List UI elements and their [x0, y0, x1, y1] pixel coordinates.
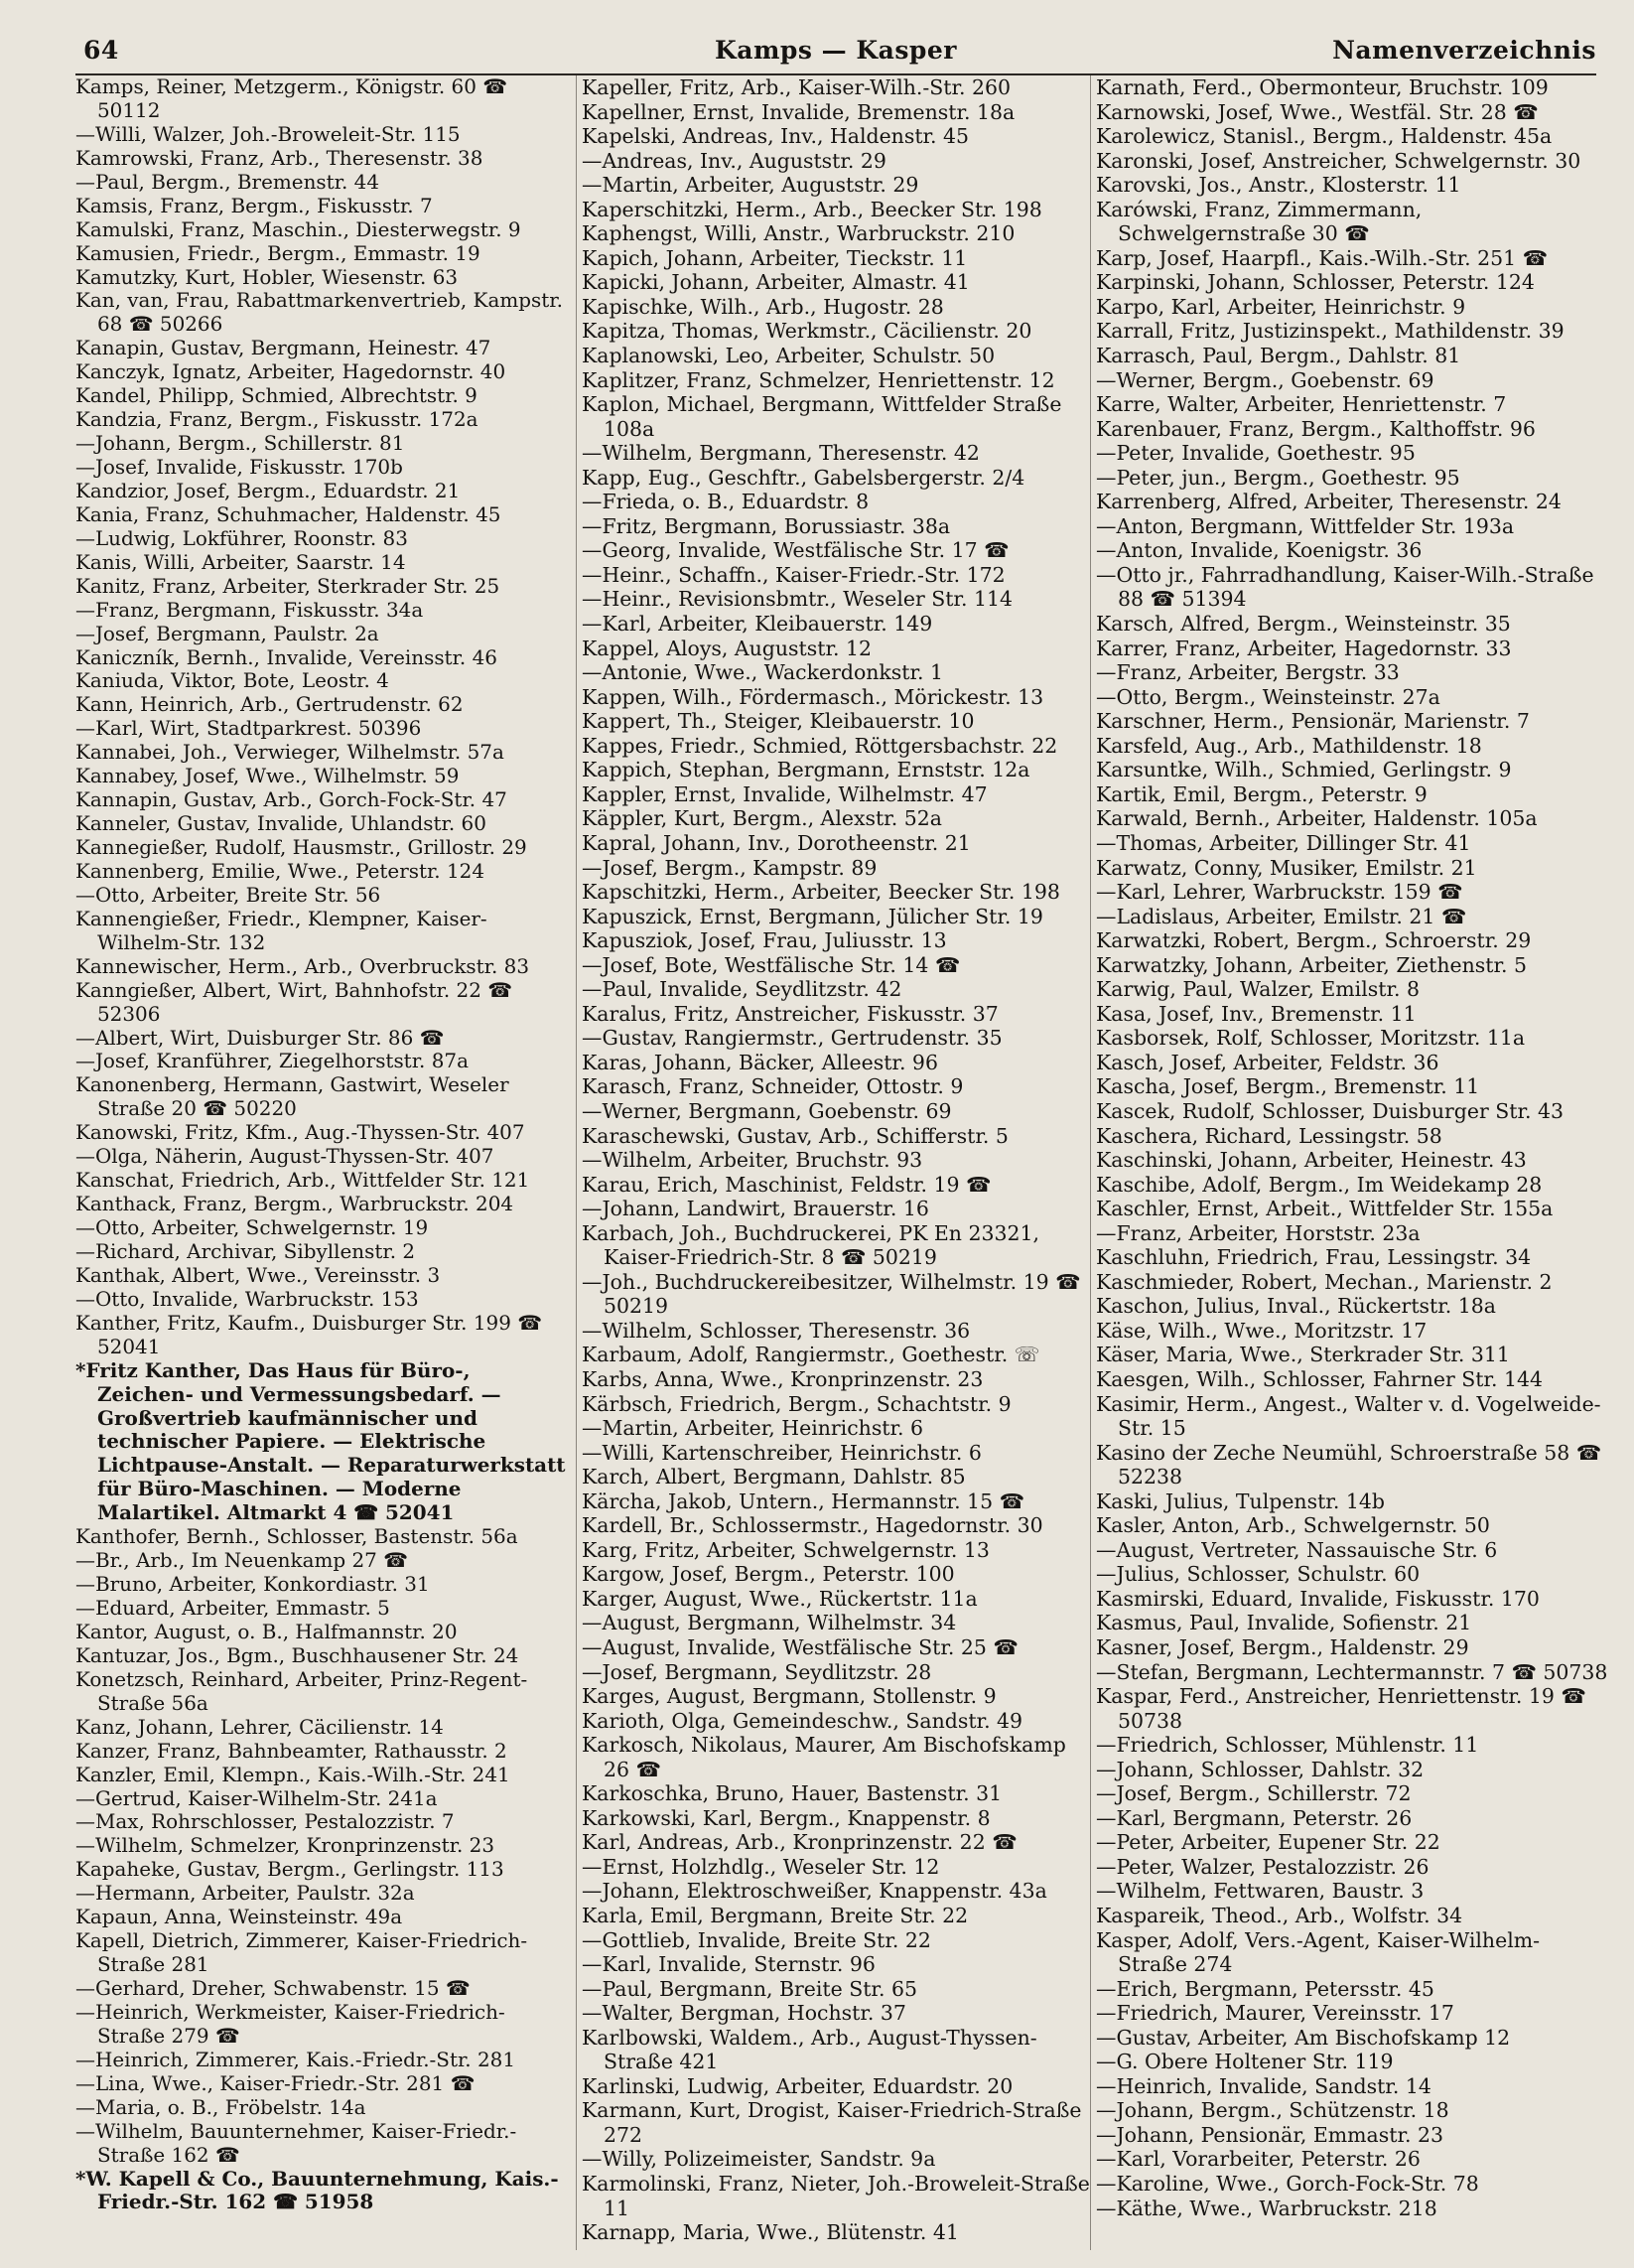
name-range: Kamps — Kasper [715, 36, 957, 65]
directory-entry: Kasler, Anton, Arb., Schwelgernstr. 50 [1096, 1513, 1490, 1538]
directory-entry: Kasner, Josef, Bergm., Haldenstr. 29 [1096, 1635, 1469, 1659]
directory-entry: —Karl, Arbeiter, Kleibauerstr. 149 [582, 612, 933, 637]
directory-entry: —Josef, Bergm., Schillerstr. 72 [1096, 1781, 1412, 1806]
directory-entry: Karbs, Anna, Wwe., Kronprinzenstr. 23 [582, 1366, 984, 1391]
directory-entry: —Otto, Bergm., Weinsteinstr. 27a [1096, 684, 1440, 709]
directory-entry: Kanngießer, Albert, Wirt, Bahnhofstr. 22 ☎ 52306 [75, 977, 513, 1026]
directory-entry: —August, Bergmann, Wilhelmstr. 34 [582, 1611, 957, 1635]
directory-entry: —Werner, Bergmann, Goebenstr. 69 [582, 1098, 952, 1123]
directory-entry: —Johann, Bergm., Schützenstr. 18 [1096, 2098, 1449, 2123]
directory-entry: —Gerhard, Dreher, Schwabenstr. 15 ☎ [75, 1976, 471, 2000]
section-title: Namenverzeichnis [1332, 36, 1596, 65]
directory-entry: Kapicki, Johann, Arbeiter, Almastr. 41 [582, 270, 970, 295]
directory-entry: Kasborsek, Rolf, Schlosser, Moritzstr. 11a [1096, 1026, 1526, 1051]
directory-entry: Kaschler, Ernst, Arbeit., Wittfelder Str. 155a [1096, 1197, 1554, 1221]
directory-entry: Kaniuda, Viktor, Bote, Leostr. 4 [75, 668, 389, 693]
directory-entry: Karalus, Fritz, Anstreicher, Fiskusstr. 37 [582, 1001, 999, 1026]
directory-entry: Kaschera, Richard, Lessingstr. 58 [1096, 1123, 1442, 1148]
directory-entry: Karkosch, Nikolaus, Maurer, Am Bischofskamp 26 ☎ [582, 1733, 1066, 1781]
directory-entry: Karre, Walter, Arbeiter, Henriettenstr. 7 [1096, 392, 1507, 417]
directory-entry: —Gertrud, Kaiser-Wilhelm-Str. 241a [75, 1785, 438, 1810]
directory-entry: Karp, Josef, Haarpfl., Kais.-Wilh.-Str. 251 ☎ [1096, 245, 1549, 270]
directory-entry: Karbaum, Adolf, Rangiermstr., Goethestr. ☏ [582, 1343, 1040, 1367]
directory-entry: Kannegießer, Rudolf, Hausmstr., Grillostr. 29 [75, 835, 527, 859]
directory-entry: —Gustav, Arbeiter, Am Bischofskamp 12 [1096, 2025, 1511, 2050]
directory-entry: Kappler, Ernst, Invalide, Wilhelmstr. 47 [582, 781, 988, 806]
directory-entry: —Anton, Invalide, Koenigstr. 36 [1096, 538, 1423, 563]
directory-entry: Kanneler, Gustav, Invalide, Uhlandstr. 60 [75, 811, 486, 836]
directory-entry: Karkoschka, Bruno, Hauer, Bastenstr. 31 [582, 1781, 1003, 1806]
directory-entry: Karwatz, Conny, Musiker, Emilstr. 21 [1096, 855, 1477, 880]
directory-entry: —Fritz, Bergmann, Borussiastr. 38a [582, 513, 951, 538]
directory-entry: —Georg, Invalide, Westfälische Str. 17 ☎ [582, 538, 1010, 563]
directory-entry: Kaschmieder, Robert, Mechan., Marienstr. 2 [1096, 1269, 1553, 1294]
directory-entry: Karpinski, Johann, Schlosser, Peterstr. 124 [1096, 270, 1535, 295]
directory-entry: —Wilhelm, Fettwaren, Baustr. 3 [1096, 1879, 1425, 1904]
directory-entry: Karch, Albert, Bergmann, Dahlstr. 85 [582, 1465, 966, 1489]
directory-entry: Kanz, Johann, Lehrer, Cäcilienstr. 14 [75, 1714, 444, 1739]
directory-entry: —Johann, Bergm., Schillerstr. 81 [75, 431, 405, 456]
directory-entry: —Wilhelm, Schlosser, Theresenstr. 36 [582, 1318, 971, 1343]
directory-entry: Kamrowski, Franz, Arb., Theresenstr. 38 [75, 145, 483, 170]
directory-entry: Karwig, Paul, Walzer, Emilstr. 8 [1096, 977, 1420, 1002]
directory-entry: Kappel, Aloys, Auguststr. 12 [582, 636, 872, 660]
directory-entry: —Willi, Walzer, Joh.-Broweleit-Str. 115 [75, 121, 461, 146]
directory-entry: Karlbowski, Waldem., Arb., August-Thyssen-Straße 421 [582, 2025, 1037, 2074]
directory-entry: —Joh., Buchdruckereibesitzer, Wilhelmstr. 19 ☎ 50219 [582, 1269, 1081, 1319]
directory-entry: —Max, Rohrschlosser, Pestalozzistr. 7 [75, 1809, 455, 1834]
column-3 [1096, 75, 1608, 2250]
column-divider [576, 75, 577, 2250]
directory-entry: —Heinr., Revisionsbmtr., Weseler Str. 114 [582, 587, 1013, 612]
directory-entry: Kannenberg, Emilie, Wwe., Peterstr. 124 [75, 858, 485, 883]
directory-entry: Kapischke, Wilh., Arb., Hugostr. 28 [582, 294, 944, 319]
directory-entry: —Albert, Wirt, Duisburger Str. 86 ☎ [75, 1025, 445, 1050]
directory-entry: Karpo, Karl, Arbeiter, Heinrichstr. 9 [1096, 294, 1466, 319]
directory-entry: Kaspareik, Theod., Arb., Wolfstr. 34 [1096, 1904, 1463, 1928]
directory-entry: Karsuntke, Wilh., Schmied, Gerlingstr. 9 [1096, 758, 1512, 782]
directory-entry: Karrer, Franz, Arbeiter, Hagedornstr. 33 [1096, 636, 1512, 660]
directory-entry: —Josef, Bergmann, Seydlitzstr. 28 [582, 1659, 932, 1684]
directory-entry: Kascek, Rudolf, Schlosser, Duisburger Str. 43 [1096, 1098, 1564, 1123]
directory-entry: Karnapp, Maria, Wwe., Blütenstr. 41 [582, 2220, 959, 2245]
directory-entry: Karrall, Fritz, Justizinspekt., Mathildenstr. 39 [1096, 319, 1565, 344]
directory-entry: Karaschewski, Gustav, Arb., Schifferstr. 5 [582, 1123, 1009, 1148]
directory-entry: —Johann, Landwirt, Brauerstr. 16 [582, 1197, 929, 1221]
directory-entry: Kaschluhn, Friedrich, Frau, Lessingstr. 34 [1096, 1245, 1532, 1270]
directory-entry: —Peter, Walzer, Pestalozzistr. 26 [1096, 1854, 1430, 1879]
directory-entry: Karasch, Franz, Schneider, Ottostr. 9 [582, 1074, 964, 1099]
directory-entry: Karger, August, Wwe., Rückertstr. 11a [582, 1586, 978, 1611]
directory-entry: —Heinr., Schaffn., Kaiser-Friedr.-Str. 172 [582, 562, 1006, 587]
directory-entry: —August, Invalide, Westfälische Str. 25 ☎ [582, 1635, 1019, 1659]
directory-entry: Kapeller, Fritz, Arb., Kaiser-Wilh.-Str. 260 [582, 75, 1012, 99]
directory-entry: Kasmus, Paul, Invalide, Sofienstr. 21 [1096, 1611, 1472, 1635]
directory-entry: —Franz, Arbeiter, Horststr. 23a [1096, 1220, 1421, 1245]
directory-entry: Kania, Franz, Schuhmacher, Haldenstr. 45 [75, 501, 501, 526]
directory-entry: —Ernst, Holzhdlg., Weseler Str. 12 [582, 1854, 940, 1879]
directory-entry: Kanther, Fritz, Kaufm., Duisburger Str. 199 ☎ 52041 [75, 1310, 543, 1358]
page-header [75, 34, 1596, 75]
directory-entry: Karg, Fritz, Arbeiter, Schwelgernstr. 13 [582, 1537, 990, 1562]
directory-entry: —Paul, Invalide, Seydlitzstr. 42 [582, 977, 902, 1002]
directory-entry: Karmolinski, Franz, Nieter, Joh.-Broweleit-Straße 11 [582, 2172, 1090, 2220]
column-2 [582, 75, 1090, 2250]
directory-entry: Kappes, Friedr., Schmied, Röttgersbachstr. 22 [582, 733, 1058, 758]
directory-entry: Karówski, Franz, Zimmermann, Schwelgernstraße 30 ☎ [1096, 197, 1423, 246]
directory-entry: Kasch, Josef, Arbeiter, Feldstr. 36 [1096, 1050, 1439, 1074]
directory-entry: Kapell, Dietrich, Zimmerer, Kaiser-Friedrich-Straße 281 [75, 1928, 528, 1977]
directory-entry: —Martin, Arbeiter, Heinrichstr. 6 [582, 1416, 924, 1441]
directory-entry: —G. Obere Holtener Str. 119 [1096, 2050, 1394, 2074]
directory-entry: Karla, Emil, Bergmann, Breite Str. 22 [582, 1904, 969, 1928]
directory-entry: —Otto, Arbeiter, Schwelgernstr. 19 [75, 1215, 429, 1239]
directory-entry: —Peter, Arbeiter, Eupener Str. 22 [1096, 1830, 1440, 1855]
directory-entry: Kamutzky, Kurt, Hobler, Wiesenstr. 63 [75, 264, 459, 289]
directory-entry: Kanczyk, Ignatz, Arbeiter, Hagedornstr. 40 [75, 359, 506, 384]
directory-entry: Kapral, Johann, Inv., Dorotheenstr. 21 [582, 830, 971, 855]
directory-entry: Kapaun, Anna, Weinsteinstr. 49a [75, 1905, 403, 1929]
directory-entry: —Maria, o. B., Fröbelstr. 14a [75, 2094, 366, 2119]
directory-entry: Kapusziok, Josef, Frau, Juliusstr. 13 [582, 928, 947, 953]
directory-entry: —Gottlieb, Invalide, Breite Str. 22 [582, 1927, 931, 1952]
directory-entry: —Lina, Wwe., Kaiser-Friedr.-Str. 281 ☎ [75, 2070, 476, 2095]
directory-entry: —Ladislaus, Arbeiter, Emilstr. 21 ☎ [1096, 904, 1467, 928]
directory-entry: —Otto, Arbeiter, Breite Str. 56 [75, 882, 381, 907]
directory-entry: Kanschat, Friedrich, Arb., Wittfelder Str. 121 [75, 1168, 530, 1193]
directory-entry: —Otto, Invalide, Warbruckstr. 153 [75, 1286, 419, 1311]
directory-entry: Kannewischer, Herm., Arb., Overbruckstr. 83 [75, 953, 530, 978]
directory-entry: Käse, Wilh., Wwe., Moritzstr. 17 [1096, 1318, 1428, 1343]
directory-entry: —Heinrich, Invalide, Sandstr. 14 [1096, 2073, 1431, 2098]
directory-entry: —Karl, Vorarbeiter, Peterstr. 26 [1096, 2147, 1421, 2172]
directory-entry: Kanthack, Franz, Bergm., Warbruckstr. 204 [75, 1192, 514, 1216]
directory-entry: Karau, Erich, Maschinist, Feldstr. 19 ☎ [582, 1172, 992, 1197]
directory-entry: —Ludwig, Lokführer, Roonstr. 83 [75, 525, 408, 550]
directory-entry: Kartik, Emil, Bergm., Peterstr. 9 [1096, 781, 1428, 806]
directory-entry: —Wilhelm, Schmelzer, Kronprinzenstr. 23 [75, 1833, 495, 1858]
directory-entry: Karrenberg, Alfred, Arbeiter, Theresenstr. 24 [1096, 490, 1562, 514]
directory-entry: Kaniczník, Bernh., Invalide, Vereinsstr. 46 [75, 644, 497, 669]
directory-entry: Kappen, Wilh., Fördermasch., Mörickestr. 13 [582, 684, 1044, 709]
directory-entry: Kanzer, Franz, Bahnbeamter, Rathausstr. 2 [75, 1738, 507, 1763]
directory-entry: —Friedrich, Schlosser, Mühlenstr. 11 [1096, 1733, 1479, 1758]
directory-entry: Kannengießer, Friedr., Klempner, Kaiser-Wilhelm-Str. 132 [75, 906, 487, 954]
directory-entry: Kardell, Br., Schlossermstr., Hagedornstr. 30 [582, 1513, 1043, 1538]
directory-entry: Karsch, Alfred, Bergm., Weinsteinstr. 35 [1096, 612, 1511, 637]
directory-entry: Kaski, Julius, Tulpenstr. 14b [1096, 1488, 1385, 1513]
directory-entry: Kann, Heinrich, Arb., Gertrudenstr. 62 [75, 692, 464, 717]
directory-entry: Kamulski, Franz, Maschin., Diesterwegstr. 9 [75, 216, 521, 241]
directory-entry: Kamps, Reiner, Metzgerm., Königstr. 60 ☎ 50112 [75, 75, 508, 122]
directory-entry: Kannapin, Gustav, Arb., Gorch-Fock-Str. 47 [75, 787, 507, 812]
directory-entry: —Karl, Invalide, Sternstr. 96 [582, 1952, 876, 1977]
directory-entry: Kantor, August, o. B., Halfmannstr. 20 [75, 1619, 458, 1643]
directory-entry: —Heinrich, Zimmerer, Kais.-Friedr.-Str. 281 [75, 2047, 516, 2071]
directory-entry: Kannabei, Joh., Verwieger, Wilhelmstr. 57a [75, 740, 504, 765]
directory-entry: Kappich, Stephan, Bergmann, Ernststr. 12a [582, 758, 1030, 782]
directory-entry: —Wilhelm, Arbeiter, Bruchstr. 93 [582, 1148, 923, 1173]
directory-entry: —Walter, Bergman, Hochstr. 37 [582, 2001, 906, 2026]
directory-entry: Karolewicz, Stanisl., Bergm., Haldenstr. 45a [1096, 124, 1553, 149]
directory-entry: —Frieda, o. B., Eduardstr. 8 [582, 490, 870, 514]
directory-entry: —Johann, Schlosser, Dahlstr. 32 [1096, 1757, 1425, 1781]
directory-entry: —Karl, Wirt, Stadtparkrest. 50396 [75, 716, 422, 741]
directory-entry: —August, Vertreter, Nassauische Str. 6 [1096, 1537, 1498, 1562]
directory-entry: Kanitz, Franz, Arbeiter, Sterkrader Str. 25 [75, 573, 500, 598]
directory-entry: Karovski, Jos., Anstr., Klosterstr. 11 [1096, 173, 1461, 198]
directory-entry: —Werner, Bergm., Goebenstr. 69 [1096, 367, 1434, 392]
directory-entry: Kaplon, Michael, Bergmann, Wittfelder Straße 108a [582, 392, 1062, 441]
directory-entry: —Antonie, Wwe., Wackerdonkstr. 1 [582, 660, 944, 685]
directory-entry: —Karoline, Wwe., Gorch-Fock-Str. 78 [1096, 2172, 1479, 2197]
directory-entry: —Johann, Elektroschweißer, Knappenstr. 43a [582, 1879, 1047, 1904]
directory-entry: —Josef, Kranführer, Ziegelhorststr. 87a [75, 1049, 469, 1073]
directory-entry: Kandzior, Josef, Bergm., Eduardstr. 21 [75, 478, 461, 502]
directory-entry: Karwald, Bernh., Arbeiter, Haldenstr. 105a [1096, 806, 1538, 831]
column-divider [1090, 75, 1091, 2250]
directory-entry: Kapellner, Ernst, Invalide, Bremenstr. 18a [582, 99, 1016, 124]
directory-entry: *Fritz Kanther, Das Haus für Büro-, Zeichen- und Vermessungsbedarf. — Großvertrieb kaufmännischer und technischer Papiere. — Elektrische Lichtpause-Anstalt. — Reparaturwerkstatt für Büro-Maschinen. — Moderne Malartikel. Altmarkt 4 ☎ 52041 [75, 1357, 566, 1525]
directory-entry: —Josef, Bergmann, Paulstr. 2a [75, 621, 379, 645]
directory-entry: Karnath, Ferd., Obermonteur, Bruchstr. 109 [1096, 75, 1549, 99]
directory-entry: —Heinrich, Werkmeister, Kaiser-Friedrich-Straße 279 ☎ [75, 1999, 505, 2048]
directory-entry: Karlinski, Ludwig, Arbeiter, Eduardstr. 20 [582, 2073, 1014, 2098]
directory-entry: Kapelski, Andreas, Inv., Haldenstr. 45 [582, 124, 970, 149]
directory-entry: Karas, Johann, Bäcker, Alleestr. 96 [582, 1050, 938, 1074]
directory-entry: Kaspar, Ferd., Anstreicher, Henriettenstr. 19 ☎ 50738 [1096, 1684, 1586, 1733]
directory-entry: Kasper, Adolf, Vers.-Agent, Kaiser-Wilhelm-Straße 274 [1096, 1927, 1541, 1977]
directory-entry: Karnowski, Josef, Wwe., Westfäl. Str. 28 ☎ [1096, 99, 1539, 124]
directory-entry: —Willy, Polizeimeister, Sandstr. 9a [582, 2147, 936, 2172]
directory-entry: Kapp, Eug., Geschftr., Gabelsbergerstr. 2/4 [582, 465, 1025, 490]
directory-entry: Kapaheke, Gustav, Bergm., Gerlingstr. 113 [75, 1857, 504, 1882]
directory-entry: Käppler, Kurt, Bergm., Alexstr. 52a [582, 806, 942, 831]
directory-entry: Kasmirski, Eduard, Invalide, Fiskusstr. 170 [1096, 1586, 1540, 1611]
directory-entry: Kaschon, Julius, Inval., Rückertstr. 18a [1096, 1294, 1496, 1319]
directory-entry: Kamsis, Franz, Bergm., Fiskusstr. 7 [75, 193, 433, 217]
directory-entry: Kan, van, Frau, Rabattmarkenvertrieb, Kampstr. 68 ☎ 50266 [75, 288, 563, 337]
directory-entry: —Josef, Bote, Westfälische Str. 14 ☎ [582, 952, 961, 977]
directory-entry: Kasimir, Herm., Angest., Walter v. d. Vogelweide-Str. 15 [1096, 1391, 1601, 1441]
directory-entry: —Peter, jun., Bergm., Goethestr. 95 [1096, 465, 1460, 490]
directory-entry: Kaphengst, Willi, Anstr., Warbruckstr. 210 [582, 221, 1016, 246]
directory-entry: —Olga, Näherin, August-Thyssen-Str. 407 [75, 1144, 494, 1169]
directory-entry: Kaplanowski, Leo, Arbeiter, Schulstr. 50 [582, 344, 996, 368]
directory-entry: Kärcha, Jakob, Untern., Hermannstr. 15 ☎ [582, 1488, 1025, 1513]
directory-entry: Karenbauer, Franz, Bergm., Kalthoffstr. 96 [1096, 416, 1536, 441]
directory-entry: Kaplitzer, Franz, Schmelzer, Henriettenstr. 12 [582, 367, 1055, 392]
directory-entry: —Bruno, Arbeiter, Konkordiastr. 31 [75, 1572, 430, 1597]
directory-entry: Kargow, Josef, Bergm., Peterstr. 100 [582, 1562, 955, 1587]
directory-entry: —Thomas, Arbeiter, Dillinger Str. 41 [1096, 830, 1471, 855]
directory-entry: —Karl, Bergmann, Peterstr. 26 [1096, 1805, 1413, 1830]
directory-entry: Kandzia, Franz, Bergm., Fiskusstr. 172a [75, 407, 478, 432]
directory-entry: Kantuzar, Jos., Bgm., Buschhausener Str. 24 [75, 1642, 519, 1667]
directory-entry: —Erich, Bergmann, Petersstr. 45 [1096, 1976, 1434, 2001]
directory-entry: Kanis, Willi, Arbeiter, Saarstr. 14 [75, 549, 406, 574]
directory-entry: —Franz, Bergmann, Fiskusstr. 34a [75, 597, 424, 622]
directory-entry: —Martin, Arbeiter, Auguststr. 29 [582, 173, 919, 198]
directory-entry: —Wilhelm, Bergmann, Theresenstr. 42 [582, 441, 980, 466]
directory-entry: —Paul, Bergm., Bremenstr. 44 [75, 169, 380, 194]
directory-entry: —Andreas, Inv., Auguststr. 29 [582, 148, 886, 173]
directory-entry: —Johann, Pensionär, Emmastr. 23 [1096, 2122, 1443, 2147]
directory-entry: Karl, Andreas, Arb., Kronprinzenstr. 22 ☎ [582, 1830, 1018, 1855]
directory-entry: —Josef, Invalide, Fiskusstr. 170b [75, 455, 403, 479]
directory-entry: Kaschinski, Johann, Arbeiter, Heinestr. 43 [1096, 1148, 1527, 1173]
directory-entry: Kappert, Th., Steiger, Kleibauerstr. 10 [582, 709, 975, 734]
page-number: 64 [83, 36, 119, 65]
directory-entry: Kanthak, Albert, Wwe., Vereinsstr. 3 [75, 1262, 441, 1287]
directory-entry: Karwatzki, Robert, Bergm., Schroerstr. 29 [1096, 928, 1532, 953]
directory-entry: Kaschibe, Adolf, Bergm., Im Weidekamp 28 [1096, 1172, 1543, 1197]
directory-entry: Kanonenberg, Hermann, Gastwirt, Weseler Straße 20 ☎ 50220 [75, 1072, 509, 1121]
directory-entry: Kandel, Philipp, Schmied, Albrechtstr. 9 [75, 383, 477, 408]
directory-entry: Karioth, Olga, Gemeindeschw., Sandstr. 49 [582, 1708, 1023, 1733]
directory-entry: Karschner, Herm., Pensionär, Marienstr. 7 [1096, 709, 1530, 734]
directory-entry: —Peter, Invalide, Goethestr. 95 [1096, 441, 1416, 466]
directory-entry: —Anton, Bergmann, Wittfelder Str. 193a [1096, 513, 1515, 538]
directory-entry: —Friedrich, Maurer, Vereinsstr. 17 [1096, 2001, 1454, 2026]
directory-entry: —Willi, Kartenschreiber, Heinrichstr. 6 [582, 1440, 982, 1465]
directory-entry: Kapich, Johann, Arbeiter, Tieckstr. 11 [582, 245, 968, 270]
directory-entry: *W. Kapell & Co., Bauunternehmung, Kais.-Friedr.-Str. 162 ☎ 51958 [75, 2166, 559, 2214]
directory-entry: —Käthe, Wwe., Warbruckstr. 218 [1096, 2196, 1437, 2220]
directory-entry: Karbach, Joh., Buchdruckerei, PK En 23321, Kaiser-Friedrich-Str. 8 ☎ 50219 [582, 1220, 1039, 1270]
directory-entry: —Hermann, Arbeiter, Paulstr. 32a [75, 1881, 415, 1906]
directory-entry: Kapuszick, Ernst, Bergmann, Jülicher Str. 19 [582, 904, 1043, 928]
directory-entry: Karges, August, Bergmann, Stollenstr. 9 [582, 1684, 997, 1709]
directory-entry: —Julius, Schlosser, Schulstr. 60 [1096, 1562, 1421, 1587]
directory-entry: Karmann, Kurt, Drogist, Kaiser-Friedrich-Straße 272 [582, 2098, 1082, 2147]
directory-entry: Kanowski, Fritz, Kfm., Aug.-Thyssen-Str. 407 [75, 1120, 525, 1145]
directory-entry: Karwatzky, Johann, Arbeiter, Ziethenstr. 5 [1096, 952, 1528, 977]
directory-entry: Kanapin, Gustav, Bergmann, Heinestr. 47 [75, 336, 491, 360]
directory-entry: —Franz, Arbeiter, Bergstr. 33 [1096, 660, 1400, 685]
directory-entry: —Karl, Lehrer, Warbruckstr. 159 ☎ [1096, 880, 1463, 905]
directory-entry: —Eduard, Arbeiter, Emmastr. 5 [75, 1596, 390, 1620]
directory-entry: Karsfeld, Aug., Arb., Mathildenstr. 18 [1096, 733, 1482, 758]
directory-entry: Kannabey, Josef, Wwe., Wilhelmstr. 59 [75, 764, 460, 788]
directory-entry: Kamusien, Friedr., Bergm., Emmastr. 19 [75, 240, 480, 265]
directory-entry: Kasino der Zeche Neumühl, Schroerstraße 58 ☎ 52238 [1096, 1440, 1602, 1489]
directory-entry: —Br., Arb., Im Neuenkamp 27 ☎ [75, 1548, 409, 1573]
column-1 [75, 75, 568, 2250]
directory-entry: Karrasch, Paul, Bergm., Dahlstr. 81 [1096, 344, 1461, 368]
directory-entry: Kaesgen, Wilh., Schlosser, Fahrner Str. 144 [1096, 1366, 1543, 1391]
directory-entry: Kascha, Josef, Bergm., Bremenstr. 11 [1096, 1074, 1480, 1099]
directory-entry: Kapschitzki, Herm., Arbeiter, Beecker Str. 198 [582, 880, 1060, 905]
directory-entry: —Richard, Archivar, Sibyllenstr. 2 [75, 1238, 416, 1263]
directory-entry: —Josef, Bergm., Kampstr. 89 [582, 855, 878, 880]
directory-entry: Kanthofer, Bernh., Schlosser, Bastenstr. 56a [75, 1524, 518, 1549]
directory-entry: Kärbsch, Friedrich, Bergm., Schachtstr. 9 [582, 1391, 1012, 1416]
directory-entry: —Otto jr., Fahrradhandlung, Kaiser-Wilh.-Straße 88 ☎ 51394 [1096, 562, 1594, 612]
directory-entry: Karkowski, Karl, Bergm., Knappenstr. 8 [582, 1805, 991, 1830]
directory-entry: —Stefan, Bergmann, Lechtermannstr. 7 ☎ 50738 [1096, 1659, 1608, 1684]
directory-entry: —Paul, Bergmann, Breite Str. 65 [582, 1976, 917, 2001]
directory-entry: Karonski, Josef, Anstreicher, Schwelgernstr. 30 [1096, 148, 1581, 173]
directory-entry: Konetzsch, Reinhard, Arbeiter, Prinz-Regent-Straße 56a [75, 1666, 528, 1715]
directory-entry: Kasa, Josef, Inv., Bremenstr. 11 [1096, 1001, 1417, 1026]
directory-entry: Käser, Maria, Wwe., Sterkrader Str. 311 [1096, 1343, 1510, 1367]
directory-entry: Kaperschitzki, Herm., Arb., Beecker Str. 198 [582, 197, 1042, 221]
directory-entry: —Wilhelm, Bauunternehmer, Kaiser-Friedr.-Straße 162 ☎ [75, 2118, 517, 2167]
directory-entry: Kapitza, Thomas, Werkmstr., Cäcilienstr. 20 [582, 319, 1032, 344]
directory-entry: —Gustav, Rangiermstr., Gertrudenstr. 35 [582, 1026, 1003, 1051]
directory-entry: Kanzler, Emil, Klempn., Kais.-Wilh.-Str. 241 [75, 1762, 510, 1786]
